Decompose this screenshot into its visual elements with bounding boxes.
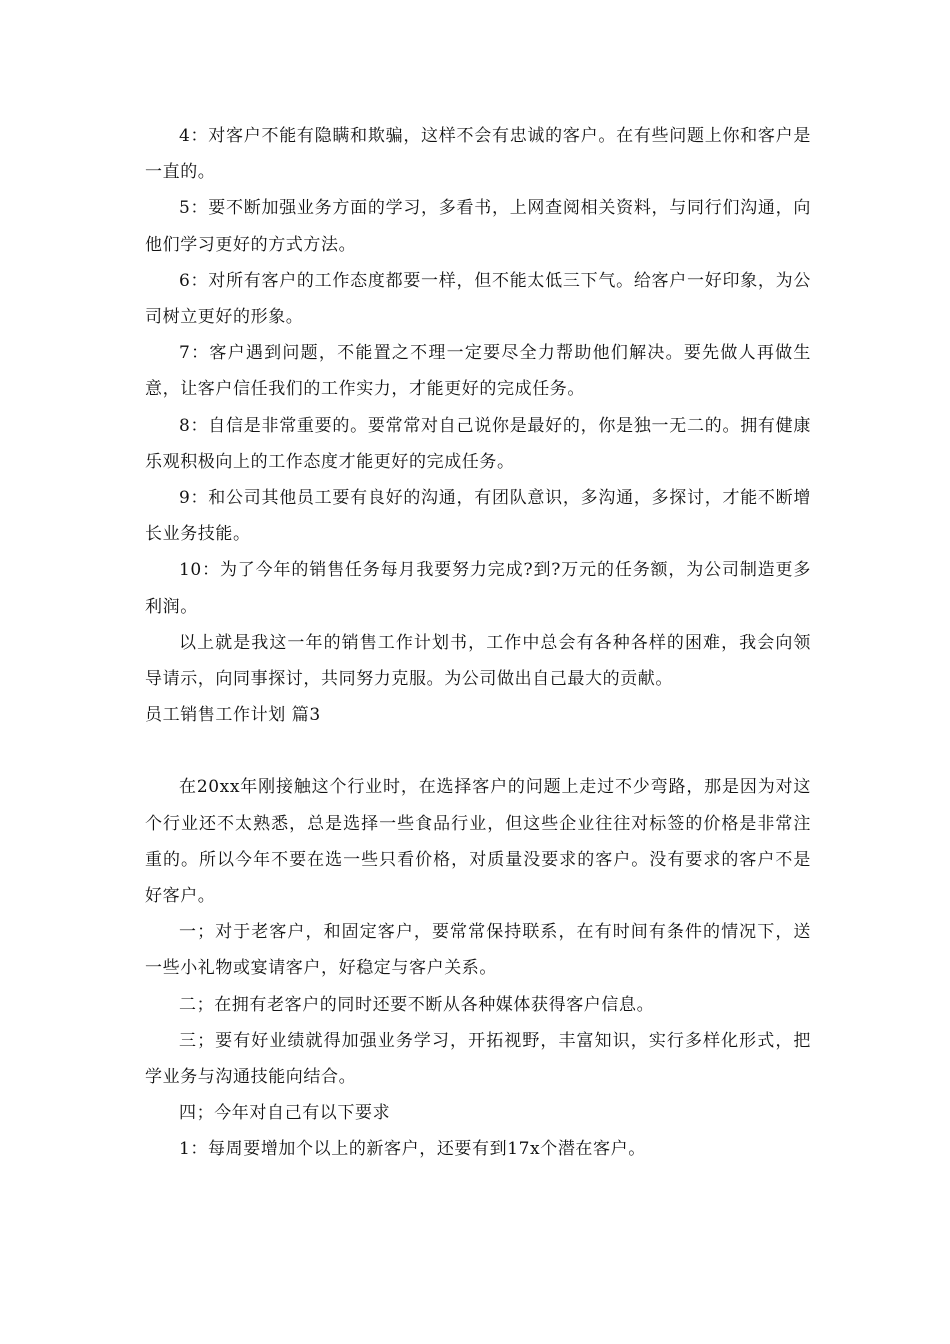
paragraph-item-8: 8：自信是非常重要的。要常常对自己说你是最好的，你是独一无二的。拥有健康乐观积极向上的工作态度才能更好的完成任务。 xyxy=(145,415,811,472)
paragraph-item-4: 4：对客户不能有隐瞒和欺骗，这样不会有忠诚的客户。在有些问题上你和客户是一直的。 xyxy=(145,126,811,183)
paragraph-requirement-1: 1：每周要增加个以上的新客户，还要有到17x个潜在客户。 xyxy=(179,1139,646,1160)
paragraph-intro: 在20xx年刚接触这个行业时，在选择客户的问题上走过不少弯路，那是因为对这个行业还不太熟悉，总是选择一些食品行业，但这些企业往往对标签的价格是非常注重的。所以今年不要在选一些只看价格，对质量没要求的客户。没有要求的客户不是好客户。 xyxy=(145,777,811,907)
section-heading: 员工销售工作计划 篇3 xyxy=(145,705,321,726)
paragraph-point-3: 三；要有好业绩就得加强业务学习，开拓视野，丰富知识，实行多样化形式，把学业务与沟通技能向结合。 xyxy=(145,1030,811,1088)
paragraph-point-1: 一；对于老客户，和固定客户，要常常保持联系，在有时间有条件的情况下，送一些小礼物或宴请客户，好稳定与客户关系。 xyxy=(145,922,811,979)
document-body xyxy=(145,118,811,1168)
paragraph-point-4: 四；今年对自己有以下要求 xyxy=(179,1103,391,1124)
paragraph-item-9: 9：和公司其他员工要有良好的沟通，有团队意识，多沟通，多探讨，才能不断增长业务技能。 xyxy=(145,488,811,545)
paragraph-item-7: 7：客户遇到问题，不能置之不理一定要尽全力帮助他们解决。要先做人再做生意，让客户信任我们的工作实力，才能更好的完成任务。 xyxy=(145,343,811,400)
paragraph-point-2: 二；在拥有老客户的同时还要不断从各种媒体获得客户信息。 xyxy=(179,994,655,1015)
paragraph-item-6: 6：对所有客户的工作态度都要一样，但不能太低三下气。给客户一好印象，为公司树立更好的形象。 xyxy=(145,270,811,328)
section-spacer xyxy=(145,733,811,769)
paragraph-conclusion: 以上就是我这一年的销售工作计划书，工作中总会有各种各样的困难，我会向领导请示，向同事探讨，共同努力克服。为公司做出自己最大的贡献。 xyxy=(145,632,811,690)
paragraph-item-10: 10：为了今年的销售任务每月我要努力完成?到?万元的任务额，为公司制造更多利润。 xyxy=(145,560,811,617)
paragraph-item-5: 5：要不断加强业务方面的学习，多看书，上网查阅相关资料，与同行们沟通，向他们学习更好的方式方法。 xyxy=(145,198,811,255)
